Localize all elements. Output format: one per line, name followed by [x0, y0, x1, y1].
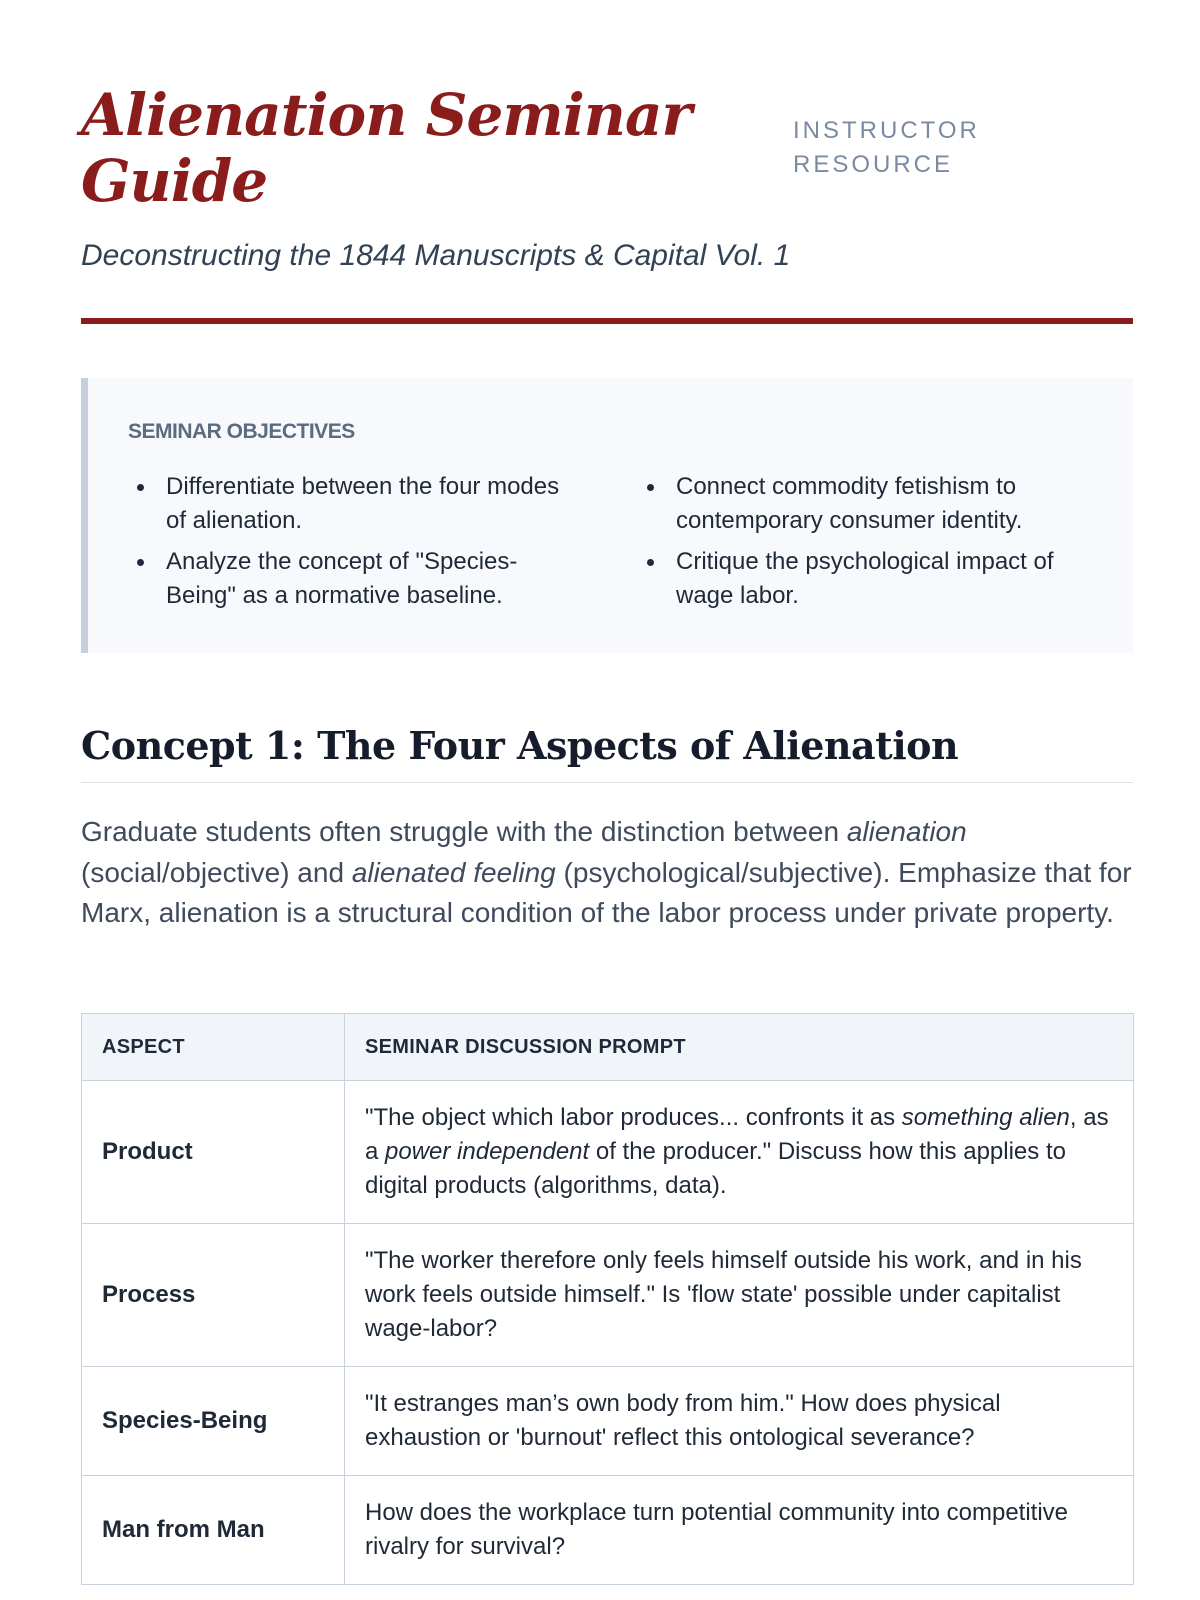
- objective-item: [132, 545, 572, 613]
- prompt-cell: "It estranges man’s own body from him." How does physical exhaustion or 'burnout' reflect this ontological severance?: [345, 1367, 1134, 1476]
- bullet-icon: [137, 484, 144, 491]
- document-subtitle: Deconstructing the 1844 Manuscripts & Capital Vol. 1: [81, 239, 791, 272]
- table-header-row: [82, 1014, 1134, 1081]
- objective-text: Differentiate between the four modes of alienation.: [166, 473, 560, 534]
- aspect-cell: Man from Man: [82, 1476, 345, 1585]
- aspect-cell: Species-Being: [82, 1367, 345, 1476]
- objective-text: Critique the psychological impact of wage labor.: [676, 548, 1054, 609]
- section-intro: [81, 812, 1133, 934]
- bullet-icon: [137, 559, 144, 566]
- prompt-cell: "The worker therefore only feels himself outside his work, and in his work feels outside himself." Is 'flow state' possible under capitalist wage-labor?: [345, 1224, 1134, 1367]
- document-title: Alienation Seminar Guide: [81, 81, 692, 215]
- objectives-box: [81, 378, 1133, 653]
- prompt-cell: [345, 1081, 1134, 1224]
- aspect-cell: Process: [82, 1224, 345, 1367]
- objective-item: [132, 470, 572, 538]
- objective-text: Connect commodity fetishism to contemporary consumer identity.: [676, 473, 1023, 534]
- section-heading: Concept 1: The Four Aspects of Alienation: [81, 723, 959, 768]
- aspects-table: [81, 1013, 1134, 1585]
- resource-badge: INSTRUCTOR RESOURCE: [793, 117, 980, 178]
- prompt-cell: How does the workplace turn potential community into competitive rivalry for survival?: [345, 1476, 1134, 1585]
- section-divider: [81, 782, 1133, 783]
- prompt-text: of the producer." Discuss how this applies to digital products (algorithms, data).: [365, 1138, 1066, 1199]
- prompt-text: , as a: [365, 1104, 1109, 1165]
- prompt-emphasis: something alien: [901, 1104, 1070, 1131]
- objective-text: Analyze the concept of "Species-Being" as a normative baseline.: [166, 548, 518, 609]
- prompt-text: "The object which labor produces... confronts it as: [365, 1104, 902, 1131]
- prompt-emphasis: power independent: [385, 1138, 590, 1165]
- column-header-aspect: ASPECT: [82, 1014, 345, 1081]
- bullet-icon: [647, 484, 654, 491]
- table-row: [82, 1476, 1134, 1585]
- objective-item: [642, 545, 1082, 613]
- header-divider: [81, 318, 1133, 324]
- bullet-icon: [647, 559, 654, 566]
- document-header: [81, 0, 1133, 330]
- objectives-title: SEMINAR OBJECTIVES: [128, 420, 355, 443]
- intro-emphasis: alienated feeling: [351, 856, 556, 888]
- intro-text: Graduate students often struggle with the distinction between: [81, 816, 847, 847]
- document-page: [81, 0, 1133, 1560]
- table-row: [82, 1367, 1134, 1476]
- column-header-prompt: SEMINAR DISCUSSION PROMPT: [345, 1014, 1134, 1081]
- intro-text: (psychological/subjective). Emphasize that for Marx, alienation is a structural condition of the labor process under private property.: [81, 856, 1132, 928]
- table-row: [82, 1224, 1134, 1367]
- aspect-cell: Product: [82, 1081, 345, 1224]
- intro-text: (social/objective) and: [81, 856, 352, 888]
- objectives-list-right: [642, 470, 1082, 620]
- intro-emphasis: alienation: [846, 816, 967, 847]
- table-row: [82, 1081, 1134, 1224]
- objective-item: [642, 470, 1082, 538]
- objectives-list-left: [132, 470, 572, 620]
